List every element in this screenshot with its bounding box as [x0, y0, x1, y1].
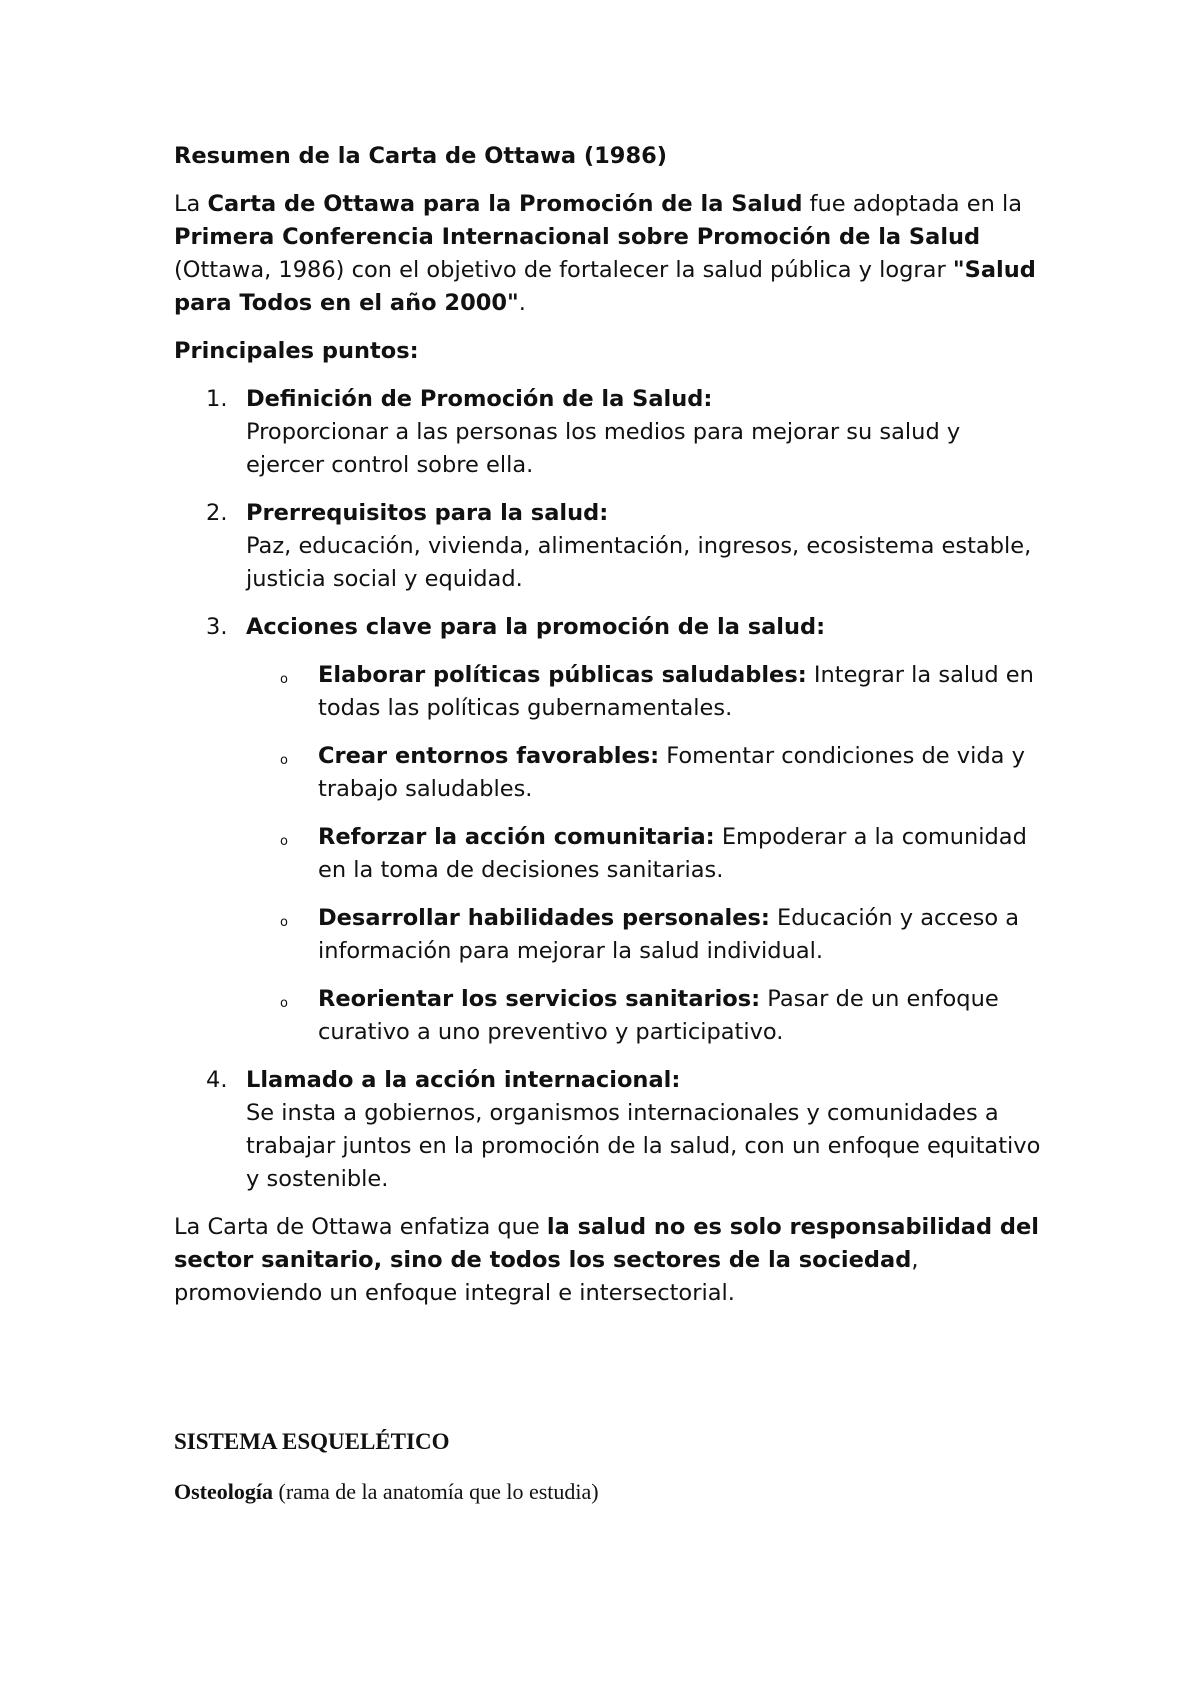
point-item [174, 611, 1044, 1049]
circle-bullet-icon: o [280, 834, 288, 849]
point-heading: Llamado a la acción internacional: [246, 1067, 681, 1093]
action-label: Reforzar la acción comunitaria: [318, 824, 715, 850]
points-heading: Principales puntos: [174, 338, 419, 364]
point-item [174, 383, 1044, 482]
closing-paragraph [174, 1211, 1044, 1310]
section-definition: (rama de la anatomía que lo estudia) [273, 1479, 599, 1504]
action-text: Educación y acceso a información para mejorar la salud individual. [318, 905, 1020, 964]
intro-paragraph [174, 188, 1044, 320]
circle-bullet-icon: o [280, 915, 288, 930]
points-list [174, 383, 1044, 1196]
point-number: 4. [206, 1067, 228, 1093]
closing-text-2: , promoviendo un enfoque integral e intersectorial. [174, 1247, 919, 1306]
point-heading: Definición de Promoción de la Salud: [246, 386, 713, 412]
section-term: Osteología [174, 1479, 273, 1504]
action-item [246, 983, 1044, 1049]
intro-text-3: (Ottawa, 1986) con el objetivo de fortalecer la salud pública y lograr [174, 257, 953, 283]
point-body: Se insta a gobiernos, organismos internacionales y comunidades a trabajar juntos en la promoción de la salud, con un enfoque equitativo y sostenible. [246, 1100, 1041, 1192]
action-label: Crear entornos favorables: [318, 743, 660, 769]
action-item [246, 740, 1044, 806]
closing-text-1: La Carta de Ottawa enfatiza que [174, 1214, 547, 1240]
point-heading: Acciones clave para la promoción de la salud: [246, 614, 826, 640]
skeletal-section [174, 1427, 1044, 1507]
point-number: 3. [206, 614, 228, 640]
action-item [246, 902, 1044, 968]
action-label: Desarrollar habilidades personales: [318, 905, 770, 931]
intro-text-4: . [518, 290, 526, 316]
actions-list [246, 659, 1044, 1049]
action-item [246, 821, 1044, 887]
circle-bullet-icon: o [280, 996, 288, 1011]
action-text: Fomentar condiciones de vida y trabajo saludables. [318, 743, 1025, 802]
document-title: Resumen de la Carta de Ottawa (1986) [174, 143, 668, 169]
intro-bold-1: Carta de Ottawa para la Promoción de la Salud [207, 191, 803, 217]
circle-bullet-icon: o [280, 672, 288, 687]
action-label: Elaborar políticas públicas saludables: [318, 662, 807, 688]
point-body: Proporcionar a las personas los medios para mejorar su salud y ejercer control sobre ella. [246, 419, 961, 478]
intro-text-1: La [174, 191, 208, 217]
point-number: 2. [206, 500, 228, 526]
intro-text-2: fue adoptada en la [802, 191, 1023, 217]
intro-bold-3: "Salud para Todos en el año 2000" [174, 257, 1036, 316]
section-line [174, 1477, 1044, 1507]
point-body: Paz, educación, vivienda, alimentación, ingresos, ecosistema estable, justicia social y equidad. [246, 533, 1032, 592]
closing-bold: la salud no es solo responsabilidad del sector sanitario, sino de todos los sectores de la sociedad [174, 1214, 1039, 1273]
intro-bold-2: Primera Conferencia Internacional sobre Promoción de la Salud [174, 224, 981, 250]
point-item [174, 497, 1044, 596]
action-text: Pasar de un enfoque curativo a uno preventivo y participativo. [318, 986, 999, 1045]
action-text: Empoderar a la comunidad en la toma de decisiones sanitarias. [318, 824, 1027, 883]
circle-bullet-icon: o [280, 753, 288, 768]
action-label: Reorientar los servicios sanitarios: [318, 986, 761, 1012]
section-title: SISTEMA ESQUELÉTICO [174, 1429, 450, 1454]
point-heading: Prerrequisitos para la salud: [246, 500, 609, 526]
point-item [174, 1064, 1044, 1196]
action-text: Integrar la salud en todas las políticas gubernamentales. [318, 662, 1034, 721]
point-number: 1. [206, 386, 228, 412]
action-item [246, 659, 1044, 725]
document-page [174, 140, 1044, 1310]
